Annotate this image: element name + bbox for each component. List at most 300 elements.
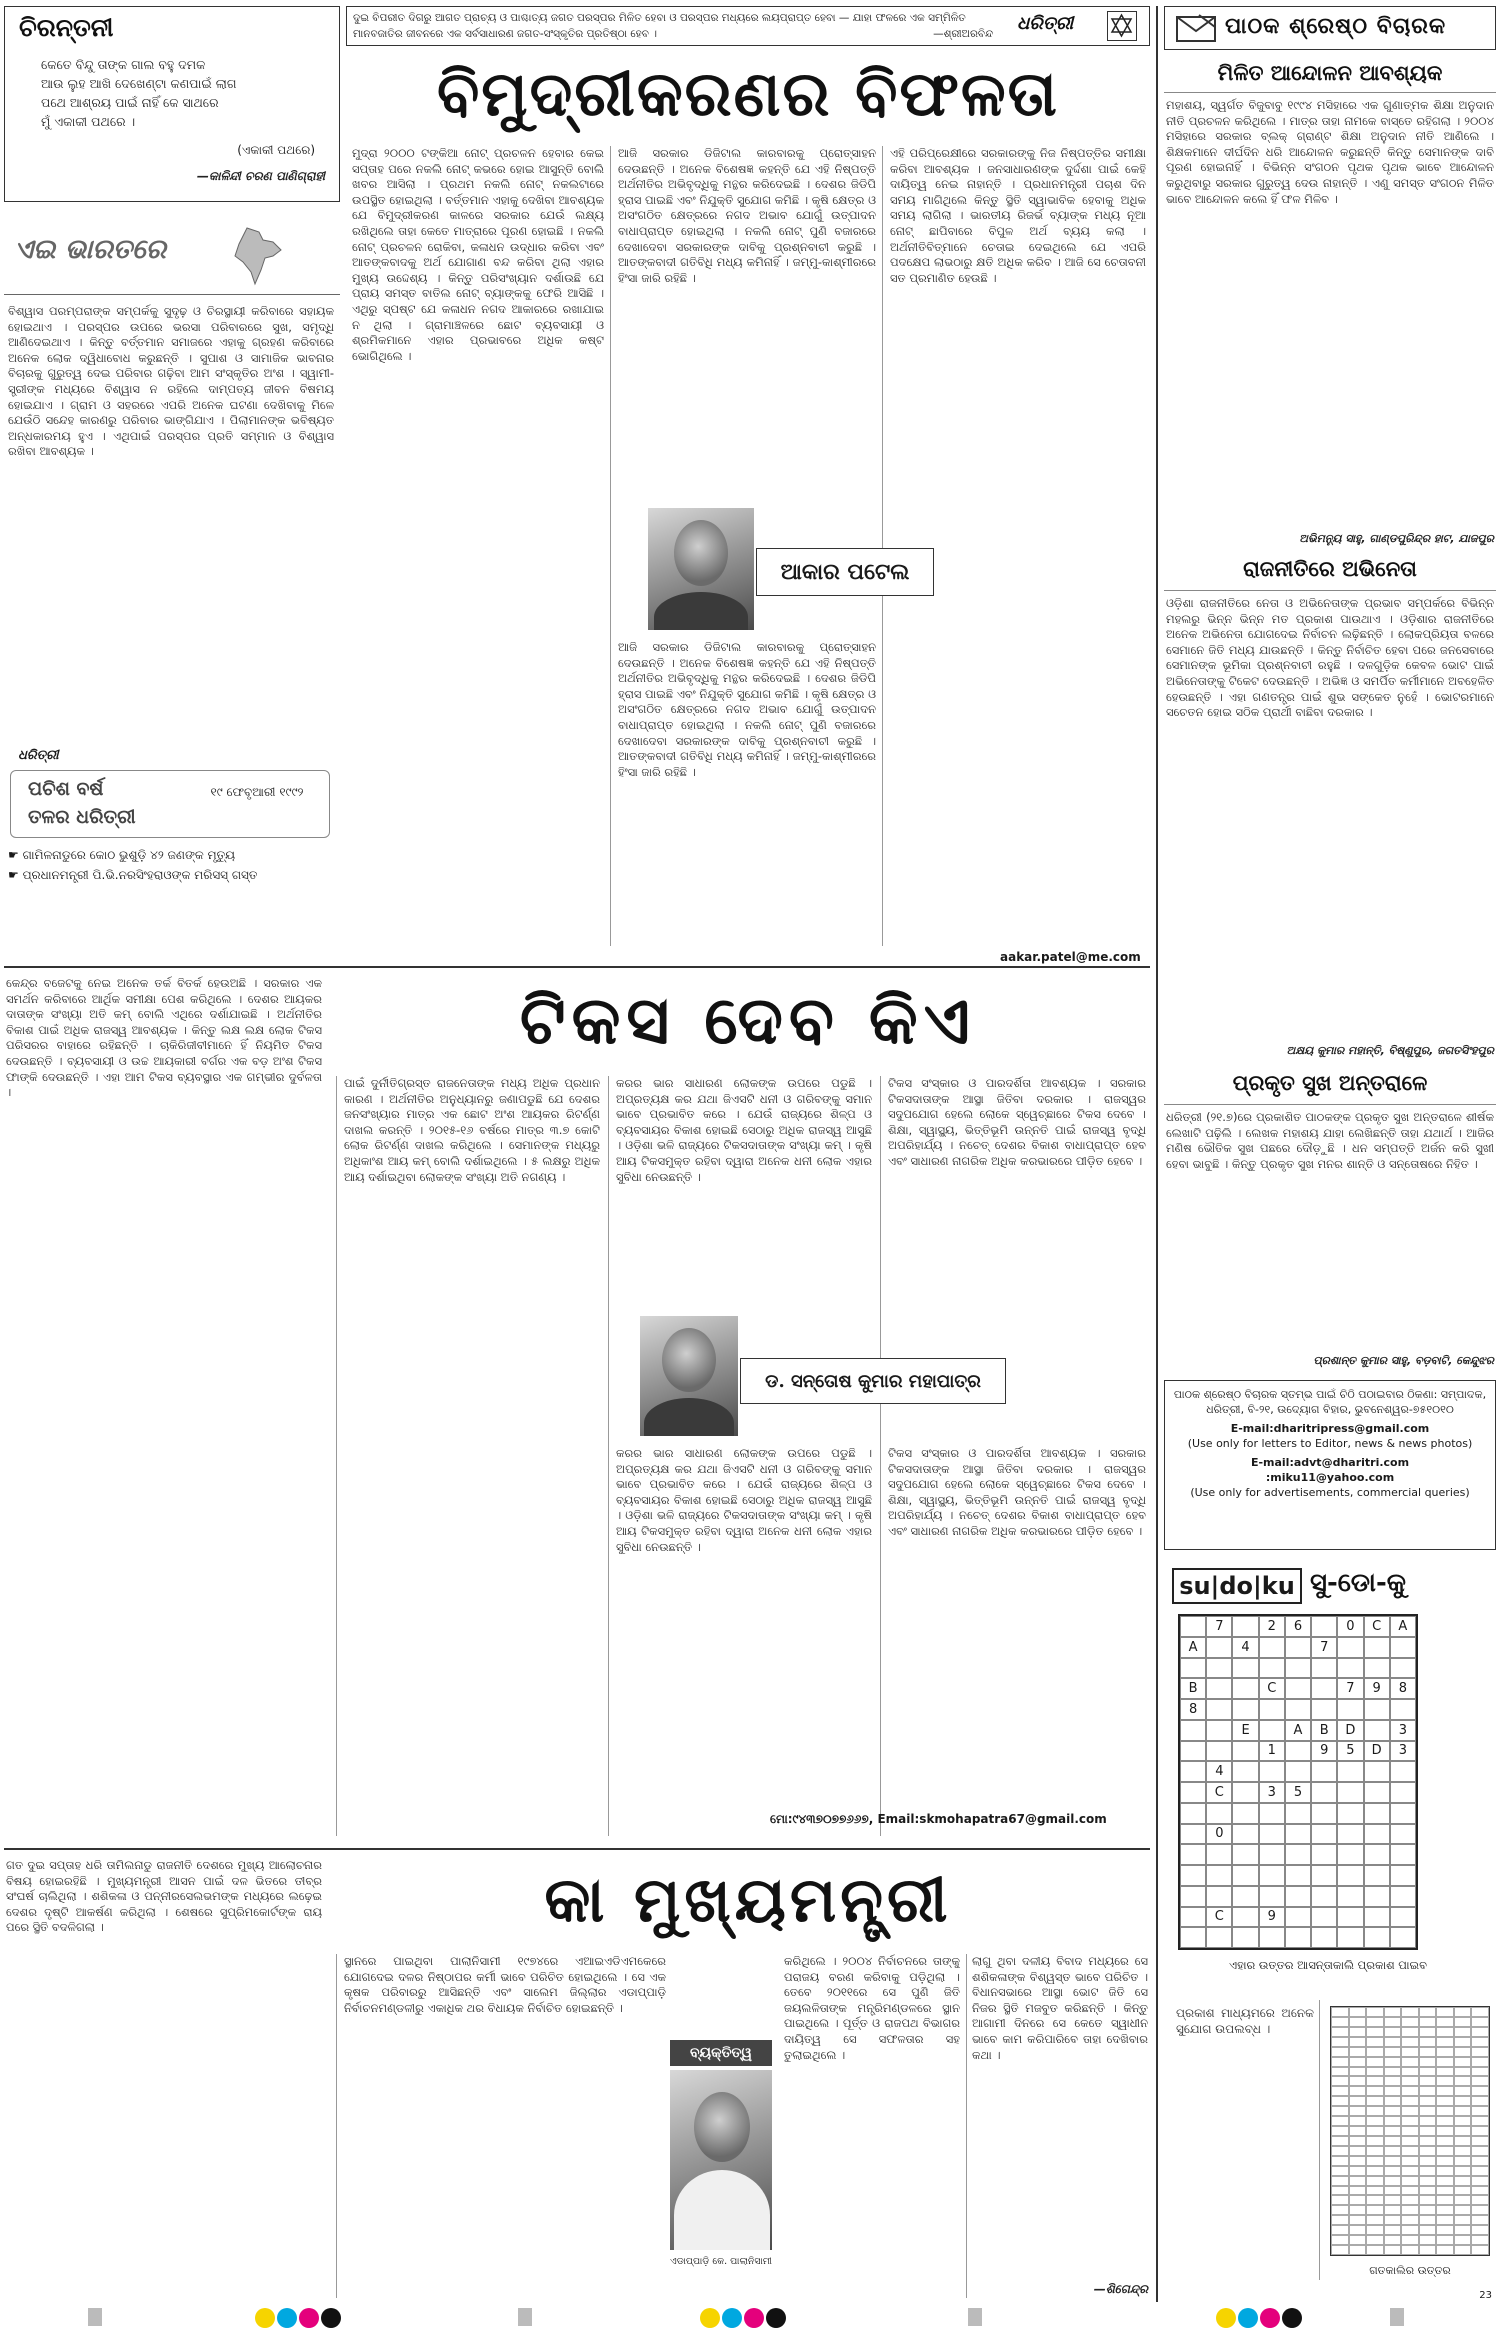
solution-cell xyxy=(1401,2057,1419,2067)
solution-cell xyxy=(1401,2116,1419,2126)
sudoku-cell xyxy=(1232,1616,1258,1637)
contact-address: ପାଠକ ଶ୍ରେଷ୍ଠ ବିଚାରକ ସ୍ତମ୍ଭ ପାଇଁ ଚିଠି ପଠାଇବାର ଠିକଣା: ସମ୍ପାଦକ, ଧରିତ୍ରୀ, ବି-୨୧, ଉଦ୍ୟୋଗ ବିହାର, ଭୁବନେଶ୍ୱର-୭୫୧୦୧୦ xyxy=(1173,1388,1487,1416)
solution-cell xyxy=(1331,2067,1349,2077)
solution-cell xyxy=(1331,2146,1349,2156)
registration-mark-icon xyxy=(700,2308,720,2328)
solution-cell xyxy=(1366,2146,1384,2156)
solution-cell xyxy=(1384,2146,1402,2156)
solution-cell xyxy=(1366,2116,1384,2126)
solution-cell xyxy=(1436,2027,1454,2037)
sudoku-cell xyxy=(1285,1886,1311,1907)
sudoku-cell: 2 xyxy=(1259,1616,1285,1637)
dharitri-logo: ଧରିତ୍ରୀ xyxy=(1017,13,1074,34)
solution-cell xyxy=(1471,2037,1489,2047)
sudoku-cell xyxy=(1206,1927,1232,1948)
solution-cell xyxy=(1419,2225,1437,2235)
sudoku-cell xyxy=(1337,1865,1363,1886)
solution-cell xyxy=(1349,2136,1367,2146)
sudoku-solution-grid xyxy=(1330,2006,1490,2256)
demonetization-col-3: ଏହି ପରିପ୍ରେକ୍ଷୀରେ ସରକାରଙ୍କୁ ନିଜ ନିଷ୍ପତ୍ତିର ସମୀକ୍ଷା କରିବା ଆବଶ୍ୟକ । ଜନସାଧାରଣଙ୍କ ଦୁର୍ଦ୍ଦଶା ପାଇଁ କେହି ଦାୟିତ୍ୱ ନେଇ ନାହାନ୍ତି । ପ୍ରଧାନମନ୍ତ୍ରୀ ପଚାଶ ଦିନ ସମୟ ମାଗିଥିଲେ କିନ୍ତୁ ସ୍ଥିତି ସ୍ୱାଭାବିକ ହେବାକୁ ଅଧିକ ସମୟ ଲାଗିଲା । ଭାରତୀୟ ରିଜର୍ଭ ବ୍ୟାଙ୍କ ମଧ୍ୟ ନୂଆ ନୋଟ୍ ଛାପିବାରେ ବିପୁଳ ଅର୍ଥ ବ୍ୟୟ କଲା । ଅର୍ଥନୀତିବିତ୍ମାନେ ଚେତାଇ ଦେଇଥିଲେ ଯେ ଏପରି ପଦକ୍ଷେପ ଲାଭଠାରୁ କ୍ଷତି ଅଧିକ କରିବ । ଆଜି ସେ ଚେତାବନୀ ସତ ପ୍ରମାଣିତ ହେଉଛି । xyxy=(890,146,1146,285)
solution-cell xyxy=(1401,2235,1419,2245)
solution-cell xyxy=(1436,2086,1454,2096)
solution-cell xyxy=(1454,2037,1472,2047)
sudoku-cell xyxy=(1285,1844,1311,1865)
solution-cell xyxy=(1436,2076,1454,2086)
sudoku-cell: 4 xyxy=(1206,1761,1232,1782)
india-map-icon xyxy=(229,226,285,288)
demonetization-headline: ବିମୁଦ୍ରୀକରଣର ବିଫଳତା xyxy=(437,57,1059,130)
divider xyxy=(1164,590,1496,591)
solution-cell xyxy=(1471,2205,1489,2215)
solution-cell xyxy=(1384,2116,1402,2126)
contact-email[interactable]: :miku11@yahoo.com xyxy=(1265,1471,1395,1484)
solution-cell xyxy=(1401,2067,1419,2077)
twenty-five-item: ☛ ପ୍ରଧାନମନ୍ତ୍ରୀ ପି.ଭି.ନରସିଂହରାଓଙ୍କ ମରିସସ୍ ଗସ୍ତ xyxy=(8,868,258,882)
solution-cell xyxy=(1401,2086,1419,2096)
sudoku-cell xyxy=(1364,1844,1390,1865)
chirantani-author: —କାଳିନ୍ଦୀ ଚରଣ ପାଣିଗ୍ରାହୀ xyxy=(196,169,325,183)
solution-cell xyxy=(1436,2186,1454,2196)
solution-cell xyxy=(1401,2106,1419,2116)
sudoku-cell xyxy=(1285,1637,1311,1658)
sudoku-cell xyxy=(1311,1761,1337,1782)
solution-cell xyxy=(1401,2037,1419,2047)
solution-cell xyxy=(1436,2096,1454,2106)
sudoku-cell xyxy=(1285,1907,1311,1928)
solution-cell xyxy=(1401,2166,1419,2176)
sudoku-cell: 7 xyxy=(1311,1637,1337,1658)
tax-col-2: ପାଇଁ ଦୁର୍ନୀତିଗ୍ରସ୍ତ ରାଜନେତାଙ୍କ ମଧ୍ୟ ଅଧିକ ପ୍ରଧାନ କାରଣ । ଅର୍ଥନୀତିର ଅନୁଧ୍ୟାନରୁ ଜଣାପଡୁଛି ଯେ ଦେଶର ଜନସଂଖ୍ୟାର ମାତ୍ର ଏକ ଛୋଟ ଅଂଶ ଆୟକର ରିଟର୍ଣ୍ଣ ଦାଖଲ କରନ୍ତି । ୨୦୧୫-୧୬ ବର୍ଷରେ ମାତ୍ର ୩.୭ କୋଟି ଲୋକ ରିଟର୍ଣ୍ଣ ଦାଖଲ କରିଥିଲେ । ସେମାନଙ୍କ ମଧ୍ୟରୁ ଅଧିକାଂଶ ଆୟ କମ୍ ବୋଲି ଦର୍ଶାଇଥିଲେ । ୫ ଲକ୍ଷରୁ ଅଧିକ ଆୟ ଦର୍ଶାଇଥିବା ଲୋକଙ୍କ ସଂଖ୍ୟା ଅତି ନଗଣ୍ୟ । xyxy=(344,1076,600,1184)
sudoku-grid xyxy=(1178,1614,1418,1950)
demonetization-col-1: ମୁଦ୍ରା ୨୦୦୦ ଟଙ୍କିଆ ନୋଟ୍ ପ୍ରଚଳନ ହେବାର କେଇ ସପ୍ତାହ ପରେ ନକଲି ନୋଟ୍ କଭରେ ହୋଇ ଆସୁନ୍ତି ବୋଲି ଖବର ଆସିଲା । ପ୍ରଥମ ନକଲି ନୋଟ୍ ନକଲଟାରେ ଉପସ୍ଥିତ ହୋଇଥିଲା । ବର୍ତ୍ତମାନ ଏହାକୁ ଦେଖିବା ଆବଶ୍ୟକ ଯେ ବିମୁଦ୍ରୀକରଣ କାଳରେ ସରକାର ଯେଉଁ ଲକ୍ଷ୍ୟ ରଖିଥିଲେ ତାହା କେତେ ମାତ୍ରାରେ ପୂରଣ ହୋଇଛି । ନକଲି ନୋଟ୍ ପ୍ରଚଳନ ରୋକିବା, କଳାଧନ ଉଦ୍ଧାର କରିବା ଏବଂ ଆତଙ୍କବାଦକୁ ଅର୍ଥ ଯୋଗାଣ ବନ୍ଦ କରିବା ଥିଲା ଏହାର ମୁଖ୍ୟ ଉଦ୍ଦେଶ୍ୟ । କିନ୍ତୁ ପରିସଂଖ୍ୟାନ ଦର୍ଶାଉଛି ଯେ ପ୍ରାୟ ସମସ୍ତ ବାତିଲ ନୋଟ୍ ବ୍ୟାଙ୍କକୁ ଫେରି ଆସିଛି । ଏଥିରୁ ସ୍ପଷ୍ଟ ଯେ କଳାଧନ ନଗଦ ଆକାରରେ ରଖାଯାଇ ନ ଥିଲା । ଗ୍ରାମାଞ୍ଚଳରେ ଛୋଟ ବ୍ୟବସାୟୀ ଓ ଶ୍ରମିକମାନେ ଏହାର ପ୍ରଭାବରେ ଅଧିକ କଷ୍ଟ ଭୋଗିଥିଲେ । xyxy=(352,146,604,363)
solution-cell xyxy=(1436,2176,1454,2186)
cm-col-2: ସ୍ଥାନରେ ପାଇଥିବା ପାଲାନିସାମୀ ୧୯୭୪ରେ ଏଆଇଏଡିଏମକେରେ ଯୋଗଦେଇ ଦଳର ନିଷ୍ଠାପର କର୍ମୀ ଭାବେ ପରିଚିତ ହୋଇଥିଲେ । ସେ ଏକ କୃଷକ ପରିବାରରୁ ଆସିଛନ୍ତି ଏବଂ ସାଲେମ ଜିଲ୍ଲାର ଏଡାପ୍ପାଡ଼ି ନିର୍ବାଚନମଣ୍ଡଳୀରୁ ଏକାଧିକ ଥର ବିଧାୟକ ନିର୍ବାଚିତ ହୋଇଛନ୍ତି । xyxy=(344,1954,666,2015)
solution-cell xyxy=(1331,2215,1349,2225)
santosh-mohapatra-photo xyxy=(640,1316,738,1436)
star-emblem-icon xyxy=(1107,11,1137,41)
solution-cell xyxy=(1436,2007,1454,2017)
solution-cell xyxy=(1436,2047,1454,2057)
sudoku-cell: 4 xyxy=(1232,1637,1258,1658)
sudoku-cell: 8 xyxy=(1390,1678,1416,1699)
solution-cell xyxy=(1471,2195,1489,2205)
solution-cell xyxy=(1419,2027,1437,2037)
sudoku-cell xyxy=(1337,1761,1363,1782)
solution-cell xyxy=(1349,2225,1367,2235)
solution-cell xyxy=(1471,2166,1489,2176)
solution-cell xyxy=(1419,2047,1437,2057)
cm-headline: କା ମୁଖ୍ୟମନ୍ତ୍ରୀ xyxy=(544,1863,952,1936)
solution-cell xyxy=(1436,2057,1454,2067)
tax-contact: ମୋ:୯୪୩୭୦୭୭୬୬୭, Email:skmohapatra67@gmail.com xyxy=(770,1812,1107,1826)
solution-cell xyxy=(1471,2136,1489,2146)
sudoku-cell: 3 xyxy=(1259,1782,1285,1803)
sudoku-title-latin: su|do|ku xyxy=(1172,1568,1302,1604)
solution-cell xyxy=(1349,2156,1367,2166)
sudoku-cell: A xyxy=(1390,1616,1416,1637)
solution-cell xyxy=(1384,2156,1402,2166)
sudoku-cell xyxy=(1232,1844,1258,1865)
solution-cell xyxy=(1331,2037,1349,2047)
page-number: 23 xyxy=(1479,2290,1492,2301)
solution-cell xyxy=(1366,2126,1384,2136)
registration-mark-icon xyxy=(277,2308,297,2328)
sudoku-ad-text: ପ୍ରକାଶ ମାଧ୍ୟମରେ ଅନେକ ସୁଯୋଗ ଉପଲବ୍ଧ । xyxy=(1176,2006,1314,2036)
solution-cell xyxy=(1471,2146,1489,2156)
sudoku-cell xyxy=(1364,1699,1390,1720)
column-divider xyxy=(610,146,611,946)
sudoku-cell xyxy=(1232,1886,1258,1907)
solution-caption: ଗତକାଲିର ଉତ୍ତର xyxy=(1369,2264,1451,2277)
solution-cell xyxy=(1471,2235,1489,2245)
solution-cell xyxy=(1331,2076,1349,2086)
registration-mark-icon xyxy=(299,2308,319,2328)
letter2-body: ଓଡ଼ିଶା ରାଜନୀତିରେ ନେତା ଓ ଅଭିନେତାଙ୍କ ପ୍ରଭାବ ସମ୍ପର୍କରେ ବିଭିନ୍ନ ମହଲରୁ ଭିନ୍ନ ଭିନ୍ନ ମତ ପ୍ରକାଶ ପାଉଥାଏ । ଓଡ଼ିଶାର ରାଜନୀତିରେ ଅନେକ ଅଭିନେତା ଯୋଗଦେଇ ନିର୍ବାଚନ ଲଢ଼ିଛନ୍ତି । ଲୋକପ୍ରିୟତା ବଳରେ ସେମାନେ ଜିତି ମଧ୍ୟ ଯାଉଛନ୍ତି । କିନ୍ତୁ ନିର୍ବାଚିତ ହେବା ପରେ ଜନସେବାରେ ସେମାନଙ୍କ ଭୂମିକା ପ୍ରଶ୍ନବାଚୀ ରହୁଛି । ଦଳଗୁଡ଼ିକ କେବଳ ଭୋଟ ପାଇଁ ଅଭିନେତାଙ୍କୁ ଟିକେଟ ଦେଉଛନ୍ତି । ଅଭିଜ୍ଞ ଓ ସମର୍ପିତ କର୍ମୀମାନେ ଅବହେଳିତ ହେଉଛନ୍ତି । ଏହା ଗଣତନ୍ତ୍ର ପାଇଁ ଶୁଭ ସଙ୍କେତ ନୁହେଁ । ଭୋଟରମାନେ ସଚେତନ ହୋଇ ସଠିକ ପ୍ରାର୍ଥୀ ବାଛିବା ଦରକାର । xyxy=(1166,596,1494,720)
sudoku-cell xyxy=(1390,1637,1416,1658)
cm-signature: —ଶିଗେନ୍ଦ୍ର xyxy=(1093,2282,1148,2296)
sudoku-cell xyxy=(1311,1678,1337,1699)
solution-cell xyxy=(1349,2195,1367,2205)
cm-photo-box xyxy=(666,2040,776,2286)
solution-cell xyxy=(1454,2007,1472,2017)
solution-cell xyxy=(1436,2126,1454,2136)
chirantani-poem xyxy=(41,55,331,131)
solution-cell xyxy=(1436,2225,1454,2235)
sudoku-cell xyxy=(1285,1658,1311,1679)
sudoku-cell xyxy=(1232,1678,1258,1699)
sudoku-cell xyxy=(1180,1803,1206,1824)
sudoku-cell xyxy=(1180,1927,1206,1948)
sudoku-cell: 9 xyxy=(1364,1678,1390,1699)
solution-cell xyxy=(1454,2047,1472,2057)
solution-cell xyxy=(1436,2136,1454,2146)
sudoku-cell xyxy=(1337,1637,1363,1658)
poem-line: କେତେ ବିନ୍ଦୁ ତାଙ୍କ ଗାଲ ବହୁ ଦମକ xyxy=(41,57,206,72)
sudoku-cell xyxy=(1206,1699,1232,1720)
envelope-icon xyxy=(1175,13,1217,43)
letter2-signature: ଅକ୍ଷୟ କୁମାର ମହାନ୍ତି, ବିଷ୍ଣୁପୁର, ଜଗତସିଂହପୁର xyxy=(1286,1044,1494,1057)
sudoku-cell xyxy=(1232,1907,1258,1928)
solution-cell xyxy=(1419,2086,1437,2096)
sudoku-cell xyxy=(1232,1741,1258,1762)
solution-cell xyxy=(1454,2235,1472,2245)
registration-mark-icon xyxy=(1282,2308,1302,2328)
solution-cell xyxy=(1454,2057,1472,2067)
solution-cell xyxy=(1349,2215,1367,2225)
sudoku-cell xyxy=(1206,1844,1232,1865)
solution-cell xyxy=(1401,2225,1419,2235)
solution-cell xyxy=(1401,2096,1419,2106)
solution-cell xyxy=(1349,2205,1367,2215)
sudoku-cell xyxy=(1311,1927,1337,1948)
solution-cell xyxy=(1471,2057,1489,2067)
solution-cell xyxy=(1454,2245,1472,2255)
solution-cell xyxy=(1366,2166,1384,2176)
contact-email[interactable]: E-mail:advt@dharitri.com xyxy=(1250,1456,1410,1469)
tax-headline: ଟିକସ ଦେବ କିଏ xyxy=(519,981,977,1059)
solution-cell xyxy=(1366,2235,1384,2245)
sudoku-cell: 7 xyxy=(1337,1678,1363,1699)
solution-cell xyxy=(1454,2195,1472,2205)
sudoku-cell xyxy=(1285,1678,1311,1699)
solution-cell xyxy=(1331,2225,1349,2235)
solution-cell xyxy=(1331,2205,1349,2215)
solution-cell xyxy=(1419,2076,1437,2086)
solution-cell xyxy=(1419,2195,1437,2205)
solution-cell xyxy=(1454,2205,1472,2215)
tax-col-3b: କରର ଭାର ସାଧାରଣ ଲୋକଙ୍କ ଉପରେ ପଡୁଛି । ଅପ୍ରତ୍ୟକ୍ଷ କର ଯଥା ଜିଏସଟି ଧନୀ ଓ ଗରିବଙ୍କୁ ସମାନ ଭାବେ ପ୍ରଭାବିତ କରେ । ଯେଉଁ ରାଜ୍ୟରେ ଶିଳ୍ପ ଓ ବ୍ୟବସାୟର ବିକାଶ ହୋଇଛି ସେଠାରୁ ଅଧିକ ରାଜସ୍ୱ ଆସୁଛି । ଓଡ଼ିଶା ଭଳି ରାଜ୍ୟରେ ଟିକସଦାତାଙ୍କ ସଂଖ୍ୟା କମ୍ । କୃଷି ଆୟ ଟିକସମୁକ୍ତ ରହିବା ଦ୍ୱାରା ଅନେକ ଧନୀ ଲୋକ ଏହାର ସୁବିଧା ନେଉଛନ୍ତି । xyxy=(616,1446,872,1554)
sudoku-cell xyxy=(1364,1886,1390,1907)
sudoku-cell xyxy=(1259,1658,1285,1679)
solution-cell xyxy=(1384,2027,1402,2037)
sudoku-cell xyxy=(1180,1741,1206,1762)
sudoku-cell xyxy=(1364,1927,1390,1948)
solution-cell xyxy=(1349,2106,1367,2116)
chirantani-source: (ଏକାକୀ ପଥରେ) xyxy=(237,143,315,157)
poem-line: ପଥେ ଆଶ୍ରୟ ପାଇଁ ନାହିଁ କେ ସାଥରେ xyxy=(41,95,219,110)
registration-mark-icon xyxy=(766,2308,786,2328)
sudoku-cell xyxy=(1259,1865,1285,1886)
sudoku-cell xyxy=(1337,1844,1363,1865)
solution-cell xyxy=(1471,2245,1489,2255)
solution-cell xyxy=(1471,2225,1489,2235)
solution-cell xyxy=(1366,2245,1384,2255)
letter3-signature: ପ୍ରଶାନ୍ତ କୁମାର ସାହୁ, ବଡ଼ବାଟି, କେନ୍ଦୁଝର xyxy=(1313,1354,1494,1367)
solution-cell xyxy=(1349,2017,1367,2027)
solution-cell xyxy=(1471,2156,1489,2166)
sudoku-cell xyxy=(1180,1782,1206,1803)
registration-mark-icon xyxy=(1216,2308,1236,2328)
solution-cell xyxy=(1471,2017,1489,2027)
solution-cell xyxy=(1349,2047,1367,2057)
solution-cell xyxy=(1384,2037,1402,2047)
quote-strip xyxy=(346,6,1150,46)
aji-bharat-title: ଏଇ ଭାରତରେ xyxy=(14,234,166,265)
solution-cell xyxy=(1331,2057,1349,2067)
solution-cell xyxy=(1454,2186,1472,2196)
solution-cell xyxy=(1401,2146,1419,2156)
readers-header-title: ପାଠକ ଶ୍ରେଷ୍ଠ ବିଚାରକ xyxy=(1225,13,1447,39)
sudoku-cell xyxy=(1337,1824,1363,1845)
solution-cell xyxy=(1436,2146,1454,2156)
sudoku-cell xyxy=(1364,1907,1390,1928)
sudoku-cell xyxy=(1206,1886,1232,1907)
sudoku-cell xyxy=(1337,1886,1363,1907)
solution-cell xyxy=(1349,2037,1367,2047)
solution-cell xyxy=(1419,2156,1437,2166)
solution-cell xyxy=(1471,2027,1489,2037)
sudoku-cell: E xyxy=(1232,1720,1258,1741)
sudoku-cell xyxy=(1259,1720,1285,1741)
sudoku-cell xyxy=(1232,1658,1258,1679)
solution-cell xyxy=(1454,2136,1472,2146)
solution-cell xyxy=(1366,2215,1384,2225)
solution-cell xyxy=(1436,2245,1454,2255)
solution-cell xyxy=(1436,2037,1454,2047)
solution-cell xyxy=(1471,2076,1489,2086)
column-divider xyxy=(880,1076,881,1836)
solution-cell xyxy=(1419,2215,1437,2225)
demonetization-col-2b: ଆଜି ସରକାର ଡିଜିଟାଲ କାରବାରକୁ ପ୍ରୋତ୍ସାହନ ଦେଉଛନ୍ତି । ଅନେକ ବିଶେଷଜ୍ଞ କହନ୍ତି ଯେ ଏହି ନିଷ୍ପତ୍ତି ଅର୍ଥନୀତିର ଅଭିବୃଦ୍ଧିକୁ ମନ୍ଥର କରିଦେଇଛି । ଦେଶର ଜିଡିପି ହ୍ରାସ ପାଇଛି ଏବଂ ନିଯୁକ୍ତି ସୁଯୋଗ କମିଛି । କୃଷି କ୍ଷେତ୍ର ଓ ଅସଂଗଠିତ କ୍ଷେତ୍ରରେ ନଗଦ ଅଭାବ ଯୋଗୁଁ ଉତ୍ପାଦନ ବାଧାପ୍ରାପ୍ତ ହୋଇଥିଲା । ନକଲି ନୋଟ୍ ପୁଣି ବଜାରରେ ଦେଖାଦେବା ସରକାରଙ୍କ ଦାବିକୁ ପ୍ରଶ୍ନବାଚୀ କରୁଛି । ଆତଙ୍କବାଦୀ ଗତିବିଧି ମଧ୍ୟ କମିନାହିଁ । ଜମ୍ମୁ-କାଶ୍ମୀରରେ ହିଂସା ଜାରି ରହିଛି । xyxy=(618,640,876,779)
sudoku-cell xyxy=(1285,1699,1311,1720)
solution-cell xyxy=(1384,2215,1402,2225)
sudoku-cell xyxy=(1390,1865,1416,1886)
solution-cell xyxy=(1366,2047,1384,2057)
solution-cell xyxy=(1436,2116,1454,2126)
solution-cell xyxy=(1454,2225,1472,2235)
solution-cell xyxy=(1471,2215,1489,2225)
demonetization-email: aakar.patel@me.com xyxy=(1000,950,1141,964)
sudoku-cell xyxy=(1180,1865,1206,1886)
solution-cell xyxy=(1454,2166,1472,2176)
solution-cell xyxy=(1471,2047,1489,2057)
sudoku-cell xyxy=(1311,1907,1337,1928)
solution-cell xyxy=(1471,2176,1489,2186)
solution-cell xyxy=(1384,2096,1402,2106)
solution-cell xyxy=(1366,2057,1384,2067)
solution-cell xyxy=(1366,2096,1384,2106)
sudoku-cell xyxy=(1390,1886,1416,1907)
sudoku-cell xyxy=(1232,1927,1258,1948)
solution-cell xyxy=(1419,2067,1437,2077)
sudoku-cell: 3 xyxy=(1390,1741,1416,1762)
sudoku-cell xyxy=(1390,1927,1416,1948)
solution-cell xyxy=(1331,2007,1349,2017)
solution-cell xyxy=(1366,2205,1384,2215)
sudoku-cell xyxy=(1232,1782,1258,1803)
solution-cell xyxy=(1419,2205,1437,2215)
gray-block xyxy=(88,2308,102,2326)
solution-cell xyxy=(1401,2176,1419,2186)
letter2-title: ରାଜନୀତିରେ ଅଭିନେତା xyxy=(1243,556,1417,581)
sudoku-cell xyxy=(1285,1761,1311,1782)
sudoku-cell xyxy=(1259,1844,1285,1865)
sudoku-cell xyxy=(1180,1761,1206,1782)
sudoku-cell: 6 xyxy=(1285,1616,1311,1637)
registration-strip xyxy=(0,2306,1500,2330)
solution-cell xyxy=(1331,2047,1349,2057)
sudoku-cell: D xyxy=(1364,1741,1390,1762)
column-divider xyxy=(336,1954,337,2298)
sudoku-cell: A xyxy=(1180,1637,1206,1658)
sudoku-cell: 3 xyxy=(1390,1720,1416,1741)
solution-cell xyxy=(1331,2086,1349,2096)
personality-label: ବ୍ୟକ୍ତିତ୍ୱ xyxy=(670,2040,772,2066)
tax-col-4: ଟିକସ ସଂସ୍କାର ଓ ପାରଦର୍ଶିତା ଆବଶ୍ୟକ । ସରକାର ଟିକସଦାତାଙ୍କ ଆସ୍ଥା ଜିତିବା ଦରକାର । ରାଜସ୍ୱର ସଦୁପଯୋଗ ହେଲେ ଲୋକେ ସ୍ୱେଚ୍ଛାରେ ଟିକସ ଦେବେ । ଶିକ୍ଷା, ସ୍ୱାସ୍ଥ୍ୟ, ଭିତ୍ତିଭୂମି ଉନ୍ନତି ପାଇଁ ରାଜସ୍ୱ ବୃଦ୍ଧି ଅପରିହାର୍ଯ୍ୟ । ନଚେତ୍ ଦେଶର ବିକାଶ ବାଧାପ୍ରାପ୍ତ ହେବ ଏବଂ ସାଧାରଣ ନାଗରିକ ଅଧିକ କରଭାରରେ ପୀଡ଼ିତ ହେବେ । xyxy=(888,1076,1146,1168)
dharitri-logo-small: ଧରିତ୍ରୀ xyxy=(18,748,59,763)
solution-cell xyxy=(1419,2235,1437,2245)
sudoku-cell xyxy=(1259,1803,1285,1824)
sudoku-cell xyxy=(1180,1824,1206,1845)
aji-bharat-body: ବିଶ୍ୱାସ ପରମ୍ପରାଙ୍କ ସମ୍ପର୍କକୁ ସୁଦୃଢ଼ ଓ ଚିରସ୍ଥାୟୀ କରିବାରେ ସହାୟକ ହୋଇଥାଏ । ପରସ୍ପର ଉପରେ ଭରସା ପରିବାରରେ ସୁଖ, ସମୃଦ୍ଧି ଆଣିଦେଇଥାଏ । କିନ୍ତୁ ବର୍ତ୍ତମାନ ସମାଜରେ ଏହାକୁ ଗ୍ରହଣ କରିବାରେ ଅନେକ ଲୋକ ଦ୍ୱିଧାବୋଧ କରୁଛନ୍ତି । ସୁପାଶ ଓ ସାମାଜିକ ଭାବନାର ବିଚାରକୁ ଗୁରୁତ୍ୱ ଦେଇ ପରିବାର ଗଢ଼ିବା ଆମ ସଂସ୍କୃତିର ଅଂଶ । ସ୍ୱାମୀ-ସ୍ତ୍ରୀଙ୍କ ମଧ୍ୟରେ ବିଶ୍ୱାସ ନ ରହିଲେ ଦାମ୍ପତ୍ୟ ଜୀବନ ବିଷମୟ ହୋଇଯାଏ । ଗ୍ରାମ ଓ ସହରରେ ଏପରି ଅନେକ ଘଟଣା ଦେଖିବାକୁ ମିଳେ ଯେଉଁଠି ସନ୍ଦେହ କାରଣରୁ ପରିବାର ଭାଙ୍ଗିଯାଏ । ପିଲାମାନଙ୍କ ଭବିଷ୍ୟତ ଅନ୍ଧକାରମୟ ହୁଏ । ଏଥିପାଇଁ ପରସ୍ପର ପ୍ରତି ସମ୍ମାନ ଓ ବିଶ୍ୱାସ ରଖିବା ଆବଶ୍ୟକ । xyxy=(8,304,334,459)
solution-cell xyxy=(1349,2116,1367,2126)
sudoku-cell: 9 xyxy=(1311,1741,1337,1762)
gray-block xyxy=(968,2308,982,2326)
column-divider xyxy=(882,146,883,946)
solution-cell xyxy=(1384,2245,1402,2255)
sudoku-cell xyxy=(1311,1699,1337,1720)
solution-cell xyxy=(1366,2106,1384,2116)
solution-cell xyxy=(1349,2057,1367,2067)
twenty-five-date: ୧୯ ଫେବୃଆରୀ ୧୯୯୨ xyxy=(210,785,304,799)
cm-col-1: ଗତ ଦୁଇ ସପ୍ତାହ ଧରି ତାମିଲନାଡୁ ରାଜନୀତି ଦେଶରେ ମୁଖ୍ୟ ଆଲୋଚନାର ବିଷୟ ହୋଇରହିଛି । ମୁଖ୍ୟମନ୍ତ୍ରୀ ଆସନ ପାଇଁ ଦଳ ଭିତରେ ତୀବ୍ର ସଂଘର୍ଷ ଚାଲିଥିଲା । ଶଶିକଳା ଓ ପନ୍ନୀରସେଲଭମଙ୍କ ମଧ୍ୟରେ ଲଢ଼େଇ ଦେଶର ଦୃଷ୍ଟି ଆକର୍ଷଣ କରିଥିଲା । ଶେଷରେ ସୁପ୍ରିମକୋର୍ଟଙ୍କ ରାୟ ପରେ ସ୍ଥିତି ବଦଳିଗଲା । xyxy=(6,1858,322,1935)
solution-cell xyxy=(1419,2245,1437,2255)
sudoku-cell xyxy=(1285,1741,1311,1762)
sudoku-cell: 0 xyxy=(1206,1824,1232,1845)
sudoku-cell xyxy=(1311,1782,1337,1803)
readers-header-box xyxy=(1164,6,1496,50)
sudoku-cell xyxy=(1311,1616,1337,1637)
solution-cell xyxy=(1419,2017,1437,2027)
solution-cell xyxy=(1384,2195,1402,2205)
solution-cell xyxy=(1419,2116,1437,2126)
sudoku-cell xyxy=(1311,1865,1337,1886)
solution-cell xyxy=(1419,2176,1437,2186)
sudoku-cell xyxy=(1206,1803,1232,1824)
poem-line: ଆଉ ଲୁହ ଆଖି ଦେଖେଣ୍ଟା କଣପାଇଁ ଲାଗ xyxy=(41,76,237,91)
contact-email[interactable]: E-mail:dharitripress@gmail.com xyxy=(1230,1422,1430,1435)
solution-cell xyxy=(1419,2057,1437,2067)
tax-col-4b: ଟିକସ ସଂସ୍କାର ଓ ପାରଦର୍ଶିତା ଆବଶ୍ୟକ । ସରକାର ଟିକସଦାତାଙ୍କ ଆସ୍ଥା ଜିତିବା ଦରକାର । ରାଜସ୍ୱର ସଦୁପଯୋଗ ହେଲେ ଲୋକେ ସ୍ୱେଚ୍ଛାରେ ଟିକସ ଦେବେ । ଶିକ୍ଷା, ସ୍ୱାସ୍ଥ୍ୟ, ଭିତ୍ତିଭୂମି ଉନ୍ନତି ପାଇଁ ରାଜସ୍ୱ ବୃଦ୍ଧି ଅପରିହାର୍ଯ୍ୟ । ନଚେତ୍ ଦେଶର ବିକାଶ ବାଧାପ୍ରାପ୍ତ ହେବ ଏବଂ ସାଧାରଣ ନାଗରିକ ଅଧିକ କରଭାରରେ ପୀଡ଼ିତ ହେବେ । xyxy=(888,1446,1146,1538)
solution-cell xyxy=(1331,2195,1349,2205)
letter3-body: ଧରିତ୍ରୀ (୨୧.୭)ରେ ପ୍ରକାଶିତ ପାଠକଙ୍କ ପ୍ରକୃତ ସୁଖ ଅନ୍ତରାଳେ ଶୀର୍ଷକ ଲେଖାଟି ପଢ଼ିଲି । ଲେଖକ ମହାଶୟ ଯାହା ଲେଖିଛନ୍ତି ତାହା ଯଥାର୍ଥ । ଆଜିର ମଣିଷ ଭୌତିକ ସୁଖ ପଛରେ ଦୌଡ଼ୁଛି । ଧନ ସମ୍ପତ୍ତି ଅର୍ଜନ କରି ସୁଖୀ ହେବା ଭାବୁଛି । କିନ୍ତୁ ପ୍ରକୃତ ସୁଖ ମନର ଶାନ୍ତି ଓ ସନ୍ତୋଷରେ ନିହିତ । xyxy=(1166,1110,1494,1171)
solution-cell xyxy=(1384,2225,1402,2235)
sudoku-cell xyxy=(1259,1824,1285,1845)
solution-cell xyxy=(1384,2136,1402,2146)
chirantani-title: ଚିରନ୍ତନୀ xyxy=(19,13,114,42)
solution-cell xyxy=(1436,2166,1454,2176)
solution-cell xyxy=(1331,2235,1349,2245)
solution-cell xyxy=(1419,2166,1437,2176)
solution-cell xyxy=(1384,2076,1402,2086)
solution-cell xyxy=(1401,2215,1419,2225)
solution-cell xyxy=(1331,2096,1349,2106)
palanisami-photo xyxy=(670,2070,772,2250)
solution-cell xyxy=(1366,2225,1384,2235)
sudoku-cell xyxy=(1390,1907,1416,1928)
solution-cell xyxy=(1401,2205,1419,2215)
sudoku-cell xyxy=(1206,1741,1232,1762)
solution-cell xyxy=(1419,2146,1437,2156)
letter1-signature: ଅଭିମନ୍ୟୁ ସାହୁ, ଗାଣ୍ଡପୁରିନ୍ଦ୍ର ହାଟ, ଯାଜପୁର xyxy=(1299,532,1494,545)
sudoku-cell xyxy=(1232,1803,1258,1824)
column-divider xyxy=(336,1076,337,1836)
sudoku-cell: 9 xyxy=(1259,1907,1285,1928)
twenty-five-item: ☛ ଗାମିଳନାଡୁରେ କୋଠ ଭୁଶୁଡ଼ି ୪୨ ଜଣଙ୍କ ମୃତ୍ୟୁ xyxy=(8,848,236,862)
solution-cell xyxy=(1349,2067,1367,2077)
sudoku-cell: B xyxy=(1311,1720,1337,1741)
tax-author: ଡ. ସନ୍ତୋଷ କୁମାର ମହାପାତ୍ର xyxy=(740,1358,1006,1404)
sudoku-cell xyxy=(1232,1699,1258,1720)
solution-cell xyxy=(1331,2126,1349,2136)
section-divider xyxy=(4,1848,1150,1850)
sudoku-footer: ଏହାର ଉତ୍ତର ଆସନ୍ତାକାଲି ପ୍ରକାଶ ପାଇବ xyxy=(1229,1958,1427,1972)
sudoku-cell xyxy=(1206,1678,1232,1699)
solution-cell xyxy=(1384,2235,1402,2245)
column-divider xyxy=(966,1954,967,2298)
letter3-title: ପ୍ରକୃତ ସୁଖ ଅନ୍ତରାଳେ xyxy=(1232,1070,1428,1095)
solution-cell xyxy=(1366,2176,1384,2186)
sudoku-cell xyxy=(1311,1886,1337,1907)
solution-cell xyxy=(1331,2027,1349,2037)
solution-cell xyxy=(1454,2106,1472,2116)
solution-cell xyxy=(1349,2076,1367,2086)
registration-mark-icon xyxy=(722,2308,742,2328)
sudoku-cell xyxy=(1259,1699,1285,1720)
registration-mark-icon xyxy=(321,2308,341,2328)
solution-cell xyxy=(1331,2186,1349,2196)
sudoku-cell: 5 xyxy=(1285,1782,1311,1803)
